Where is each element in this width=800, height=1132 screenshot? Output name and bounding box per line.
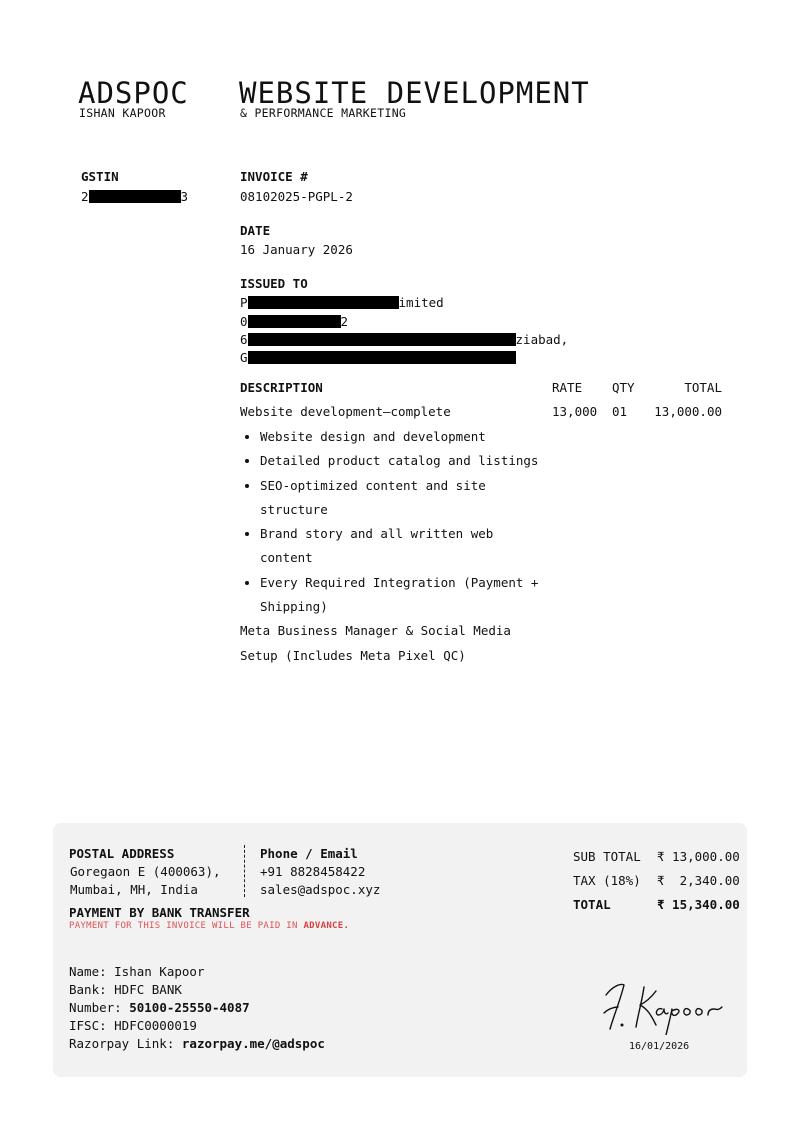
line-items	[240, 380, 722, 668]
tax-value: ₹ 2,340.00	[657, 873, 740, 888]
phone-number: +91 8828458422	[260, 864, 366, 879]
list-item: • Every Required Integration (Payment + Shipping)	[260, 571, 550, 620]
payment-label: PAYMENT BY BANK TRANSFER	[69, 905, 250, 920]
bank-key: Razorpay Link:	[69, 1036, 182, 1051]
subtotal-row	[573, 845, 740, 869]
razorpay-link[interactable]: razorpay.me/@adspoc	[181, 1036, 325, 1051]
redaction-bar	[248, 333, 516, 346]
brand-name: ADSPOC	[78, 76, 189, 110]
bank-key: Name:	[69, 964, 115, 979]
ifsc-row	[69, 1017, 197, 1035]
table-header	[240, 380, 722, 395]
signature	[598, 973, 728, 1035]
date-label: DATE	[240, 223, 271, 238]
brand-owner: ISHAN KAPOOR	[79, 106, 166, 120]
address-text: 6	[240, 332, 248, 347]
bank-key: Number:	[69, 1000, 130, 1015]
subtotal-label: SUB TOTAL	[573, 849, 641, 864]
invoice-number: 08102025-PGPL-2	[240, 189, 353, 204]
contact-label: Phone / Email	[260, 846, 358, 861]
postal-line: Goregaon E (400063),	[70, 864, 221, 879]
bank-name-row	[69, 963, 204, 981]
subtotal-value: ₹ 13,000.00	[657, 849, 740, 864]
ifsc-code: HDFC0000019	[114, 1018, 197, 1033]
invoice-subtitle: & PERFORMANCE MARKETING	[240, 106, 407, 120]
item-extra: Meta Business Manager & Social Media Setup (Includes Meta Pixel QC)	[240, 623, 511, 663]
column-qty: QTY	[612, 380, 635, 395]
signature-date: 16/01/2026	[629, 1041, 690, 1052]
redaction-bar	[248, 296, 399, 309]
date-value: 16 January 2026	[240, 242, 353, 257]
address-text: ziabad,	[515, 332, 569, 347]
gstin-prefix: 2	[81, 189, 89, 204]
total-value: ₹ 15,340.00	[657, 897, 740, 912]
payment-note-strong: ADVANCE.	[303, 921, 350, 931]
item-description: Website development—complete	[240, 404, 451, 419]
payment-note	[69, 921, 349, 931]
invoice-footer	[53, 823, 747, 1077]
invoice-number-label: INVOICE #	[240, 169, 308, 184]
redaction-bar	[248, 351, 516, 364]
list-item: • Brand story and all written web content	[260, 522, 550, 571]
redaction-bar	[89, 190, 181, 203]
postal-line: Mumbai, MH, India	[70, 882, 198, 897]
total-row	[573, 893, 740, 917]
bank-key: IFSC:	[69, 1018, 115, 1033]
divider	[244, 845, 245, 897]
account-name: Ishan Kapoor	[114, 964, 205, 979]
tax-row	[573, 869, 740, 893]
account-number-row	[69, 999, 250, 1017]
address-text: 2	[340, 314, 349, 329]
address-text: P	[240, 295, 248, 310]
redaction-bar	[248, 315, 341, 328]
total-label: TOTAL	[573, 897, 611, 912]
gstin-value	[81, 189, 188, 204]
item-qty: 01	[612, 404, 628, 419]
item-rate: 13,000	[552, 404, 598, 419]
issued-to-line	[240, 350, 516, 365]
account-number: 50100-25550-4087	[129, 1000, 250, 1015]
issued-to-line	[240, 314, 348, 329]
bank-key: Bank:	[69, 982, 115, 997]
address-text: G	[240, 350, 248, 365]
list-item: • Detailed product catalog and listings	[260, 449, 550, 473]
issued-to-line	[240, 332, 568, 347]
item-bullets	[240, 425, 550, 619]
column-rate: RATE	[552, 380, 583, 395]
invoice-title: WEBSITE DEVELOPMENT	[239, 76, 590, 110]
table-row	[240, 404, 722, 419]
razorpay-row	[69, 1035, 325, 1053]
column-total: TOTAL	[684, 380, 722, 395]
list-item: • SEO-optimized content and site structure	[260, 474, 550, 523]
totals-block	[573, 845, 740, 917]
address-text: imited	[398, 295, 444, 310]
address-text: 0	[240, 314, 248, 329]
tax-label: TAX (18%)	[573, 873, 641, 888]
postal-label: POSTAL ADDRESS	[69, 846, 175, 861]
bank-row	[69, 981, 182, 999]
bank-name: HDFC BANK	[114, 982, 182, 997]
issued-to-line	[240, 295, 444, 310]
column-description: DESCRIPTION	[240, 380, 323, 395]
email-address: sales@adspoc.xyz	[260, 882, 381, 897]
issued-to-label: ISSUED TO	[240, 276, 308, 291]
gstin-suffix: 3	[180, 189, 189, 204]
gstin-label: GSTIN	[81, 169, 119, 184]
list-item: • Website design and development	[260, 425, 550, 449]
payment-note-text: PAYMENT FOR THIS INVOICE WILL BE PAID IN	[69, 921, 304, 931]
item-total: 13,000.00	[654, 404, 722, 419]
